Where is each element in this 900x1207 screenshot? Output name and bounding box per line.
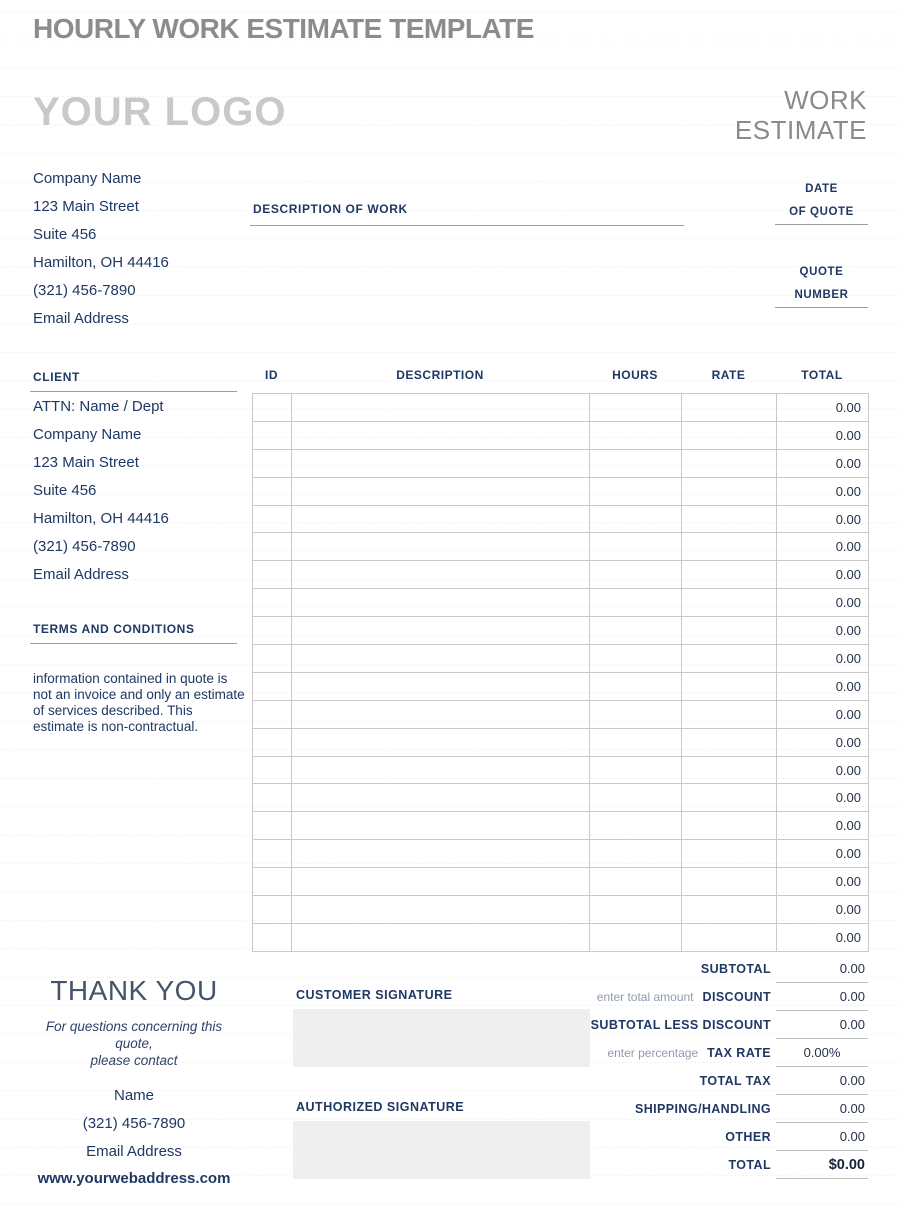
description-cell[interactable] (292, 449, 590, 477)
website-link[interactable]: www.yourwebaddress.com (37, 1170, 231, 1187)
id-cell[interactable] (253, 505, 292, 533)
page-title: HOURLY WORK ESTIMATE TEMPLATE (33, 13, 534, 44)
rate-cell[interactable] (682, 840, 777, 868)
column-header-id: ID (265, 368, 278, 382)
quote-number-label-line2: NUMBER (794, 289, 849, 301)
total-cell: 0.00 (777, 533, 869, 561)
grand-total-value: $0.00 (776, 1151, 868, 1179)
id-cell[interactable] (253, 840, 292, 868)
hours-cell[interactable] (590, 812, 682, 840)
quote-number-input[interactable] (775, 307, 868, 308)
table-row (253, 896, 869, 924)
hours-cell[interactable] (590, 868, 682, 896)
client-attn: ATTN: Name / Dept (33, 398, 164, 415)
client-section-underline (30, 391, 237, 392)
tax-rate-helper-text: enter percentage (607, 1046, 699, 1060)
total-cell: 0.00 (777, 561, 869, 589)
contact-note (33, 1018, 235, 1069)
description-cell[interactable] (292, 589, 590, 617)
description-cell[interactable] (292, 477, 590, 505)
column-header-rate: RATE (711, 368, 746, 382)
description-cell[interactable] (292, 812, 590, 840)
id-cell[interactable] (253, 449, 292, 477)
total-cell: 0.00 (777, 394, 869, 422)
hours-cell[interactable] (590, 394, 682, 422)
rate-cell[interactable] (682, 896, 777, 924)
hours-cell[interactable] (590, 561, 682, 589)
date-of-quote-input[interactable] (775, 224, 868, 225)
other-label: OTHER (725, 1130, 771, 1144)
table-row (253, 421, 869, 449)
date-of-quote-label-line2: OF QUOTE (789, 206, 854, 218)
customer-signature-field[interactable] (293, 1009, 590, 1067)
total-cell: 0.00 (777, 868, 869, 896)
id-cell[interactable] (253, 812, 292, 840)
id-cell[interactable] (253, 421, 292, 449)
description-cell[interactable] (292, 868, 590, 896)
column-header-hours: HOURS (612, 368, 658, 382)
rate-cell[interactable] (682, 589, 777, 617)
description-cell[interactable] (292, 728, 590, 756)
contact-note-line2: please contact (90, 1053, 178, 1068)
client-info-block (33, 393, 169, 589)
client-phone: (321) 456-7890 (33, 538, 136, 555)
total-cell: 0.00 (777, 449, 869, 477)
client-street: 123 Main Street (33, 454, 139, 471)
description-cell[interactable] (292, 672, 590, 700)
client-suite: Suite 456 (33, 482, 97, 499)
rate-cell[interactable] (682, 477, 777, 505)
table-row (253, 645, 869, 673)
table-row (253, 784, 869, 812)
id-cell[interactable] (253, 589, 292, 617)
total-cell: 0.00 (777, 589, 869, 617)
thank-you-heading: THANK YOU (50, 975, 218, 1006)
total-cell: 0.00 (777, 477, 869, 505)
total-cell: 0.00 (777, 784, 869, 812)
total-cell: 0.00 (777, 728, 869, 756)
table-row (253, 812, 869, 840)
description-cell[interactable] (292, 505, 590, 533)
work-items-table (252, 393, 869, 952)
id-cell[interactable] (253, 477, 292, 505)
id-cell[interactable] (253, 728, 292, 756)
table-row (253, 756, 869, 784)
contact-name: Name (113, 1087, 154, 1104)
tax-rate-label: TAX RATE (707, 1046, 771, 1060)
total-cell: 0.00 (777, 505, 869, 533)
subtotal-row (252, 955, 868, 983)
hours-cell[interactable] (590, 477, 682, 505)
rate-cell[interactable] (682, 561, 777, 589)
description-cell[interactable] (292, 533, 590, 561)
total-cell: 0.00 (777, 756, 869, 784)
table-row (253, 533, 869, 561)
id-cell[interactable] (253, 756, 292, 784)
description-cell[interactable] (292, 617, 590, 645)
company-street: 123 Main Street (33, 198, 139, 215)
description-of-work-label: DESCRIPTION OF WORK (253, 202, 408, 216)
column-header-total: TOTAL (801, 368, 843, 382)
logo-placeholder: YOUR LOGO (33, 90, 287, 134)
table-row (253, 868, 869, 896)
hours-cell[interactable] (590, 840, 682, 868)
table-row (253, 700, 869, 728)
subtotal-label: SUBTOTAL (700, 962, 771, 976)
id-cell[interactable] (253, 645, 292, 673)
hours-cell[interactable] (590, 756, 682, 784)
hours-cell[interactable] (590, 589, 682, 617)
hours-cell[interactable] (590, 700, 682, 728)
description-cell[interactable] (292, 561, 590, 589)
hours-cell[interactable] (590, 896, 682, 924)
table-row (253, 617, 869, 645)
total-cell: 0.00 (777, 645, 869, 673)
company-email: Email Address (33, 310, 129, 327)
shipping-handling-input[interactable]: 0.00 (776, 1095, 868, 1123)
discount-helper-text: enter total amount (596, 990, 694, 1004)
company-city: Hamilton, OH 44416 (33, 254, 169, 271)
rate-cell[interactable] (682, 505, 777, 533)
column-header-description: DESCRIPTION (396, 368, 484, 382)
document-type-line2: ESTIMATE (734, 115, 867, 145)
terms-section-underline (30, 643, 237, 644)
total-cell: 0.00 (777, 896, 869, 924)
other-input[interactable]: 0.00 (776, 1123, 868, 1151)
subtotal-less-discount-value: 0.00 (776, 1011, 868, 1039)
id-cell[interactable] (253, 923, 292, 951)
company-phone: (321) 456-7890 (33, 282, 136, 299)
total-cell: 0.00 (777, 840, 869, 868)
authorized-signature-label: AUTHORIZED SIGNATURE (296, 1100, 465, 1114)
discount-input[interactable]: 0.00 (776, 983, 868, 1011)
total-cell: 0.00 (777, 672, 869, 700)
terms-text: information contained in quote is not an invoice and only an estimate of services described. This estimate is non-contractual. (33, 671, 245, 734)
table-row (253, 449, 869, 477)
customer-signature-label: CUSTOMER SIGNATURE (296, 988, 453, 1002)
grand-total-label: TOTAL (728, 1158, 771, 1172)
company-suite: Suite 456 (33, 226, 97, 243)
table-row (253, 561, 869, 589)
id-cell[interactable] (253, 617, 292, 645)
footer-contact-block (33, 975, 235, 1187)
quote-number-label-line1: QUOTE (799, 266, 844, 278)
table-row (253, 589, 869, 617)
company-info-block (33, 165, 169, 333)
hours-cell[interactable] (590, 533, 682, 561)
rate-cell[interactable] (682, 645, 777, 673)
work-table-header (252, 368, 868, 382)
description-of-work-input[interactable] (250, 226, 684, 356)
rate-cell[interactable] (682, 756, 777, 784)
tax-rate-input[interactable]: 0.00% (776, 1039, 868, 1067)
hours-cell[interactable] (590, 449, 682, 477)
table-row (253, 672, 869, 700)
hours-cell[interactable] (590, 672, 682, 700)
table-row (253, 505, 869, 533)
contact-details (33, 1082, 235, 1166)
hours-cell[interactable] (590, 728, 682, 756)
hours-cell[interactable] (590, 645, 682, 673)
description-cell[interactable] (292, 756, 590, 784)
rate-cell[interactable] (682, 672, 777, 700)
rate-cell[interactable] (682, 728, 777, 756)
rate-cell[interactable] (682, 617, 777, 645)
subtotal-less-discount-label: SUBTOTAL LESS DISCOUNT (590, 1018, 771, 1032)
terms-section-label: TERMS AND CONDITIONS (33, 622, 195, 636)
client-section-label: CLIENT (33, 370, 80, 384)
client-city: Hamilton, OH 44416 (33, 510, 169, 527)
client-email: Email Address (33, 566, 129, 583)
hours-cell[interactable] (590, 505, 682, 533)
id-cell[interactable] (253, 672, 292, 700)
description-cell[interactable] (292, 923, 590, 951)
hours-cell[interactable] (590, 784, 682, 812)
date-of-quote-label-line1: DATE (805, 183, 838, 195)
client-company: Company Name (33, 426, 142, 443)
rate-cell[interactable] (682, 868, 777, 896)
rate-cell[interactable] (682, 533, 777, 561)
description-cell[interactable] (292, 700, 590, 728)
contact-note-line1: For questions concerning this quote, (45, 1019, 223, 1051)
total-cell: 0.00 (777, 923, 869, 951)
table-row (253, 840, 869, 868)
description-cell[interactable] (292, 645, 590, 673)
rate-cell[interactable] (682, 923, 777, 951)
description-cell[interactable] (292, 421, 590, 449)
company-name: Company Name (33, 170, 142, 187)
contact-email: Email Address (86, 1143, 182, 1160)
discount-label: DISCOUNT (702, 990, 771, 1004)
document-type-heading (735, 85, 867, 145)
rate-cell[interactable] (682, 700, 777, 728)
total-cell: 0.00 (777, 421, 869, 449)
rate-cell[interactable] (682, 421, 777, 449)
id-cell[interactable] (253, 561, 292, 589)
description-cell[interactable] (292, 840, 590, 868)
shipping-handling-label: SHIPPING/HANDLING (635, 1102, 771, 1116)
authorized-signature-field[interactable] (293, 1121, 590, 1179)
hours-cell[interactable] (590, 923, 682, 951)
total-cell: 0.00 (777, 700, 869, 728)
table-row (253, 728, 869, 756)
contact-phone: (321) 456-7890 (82, 1115, 186, 1132)
description-cell[interactable] (292, 896, 590, 924)
id-cell[interactable] (253, 394, 292, 422)
subtotal-value: 0.00 (776, 955, 868, 983)
description-cell[interactable] (292, 394, 590, 422)
total-cell: 0.00 (777, 617, 869, 645)
hours-cell[interactable] (590, 421, 682, 449)
table-row (253, 394, 869, 422)
hours-cell[interactable] (590, 617, 682, 645)
id-cell[interactable] (253, 896, 292, 924)
total-tax-value: 0.00 (776, 1067, 868, 1095)
id-cell[interactable] (253, 868, 292, 896)
rate-cell[interactable] (682, 394, 777, 422)
document-type-line1: WORK (784, 85, 867, 115)
table-row (253, 477, 869, 505)
id-cell[interactable] (253, 700, 292, 728)
total-tax-label: TOTAL TAX (699, 1074, 771, 1088)
table-row (253, 923, 869, 951)
total-tax-row (252, 1067, 868, 1095)
description-cell[interactable] (292, 784, 590, 812)
id-cell[interactable] (253, 784, 292, 812)
rate-cell[interactable] (682, 784, 777, 812)
id-cell[interactable] (253, 533, 292, 561)
rate-cell[interactable] (682, 449, 777, 477)
rate-cell[interactable] (682, 812, 777, 840)
total-cell: 0.00 (777, 812, 869, 840)
